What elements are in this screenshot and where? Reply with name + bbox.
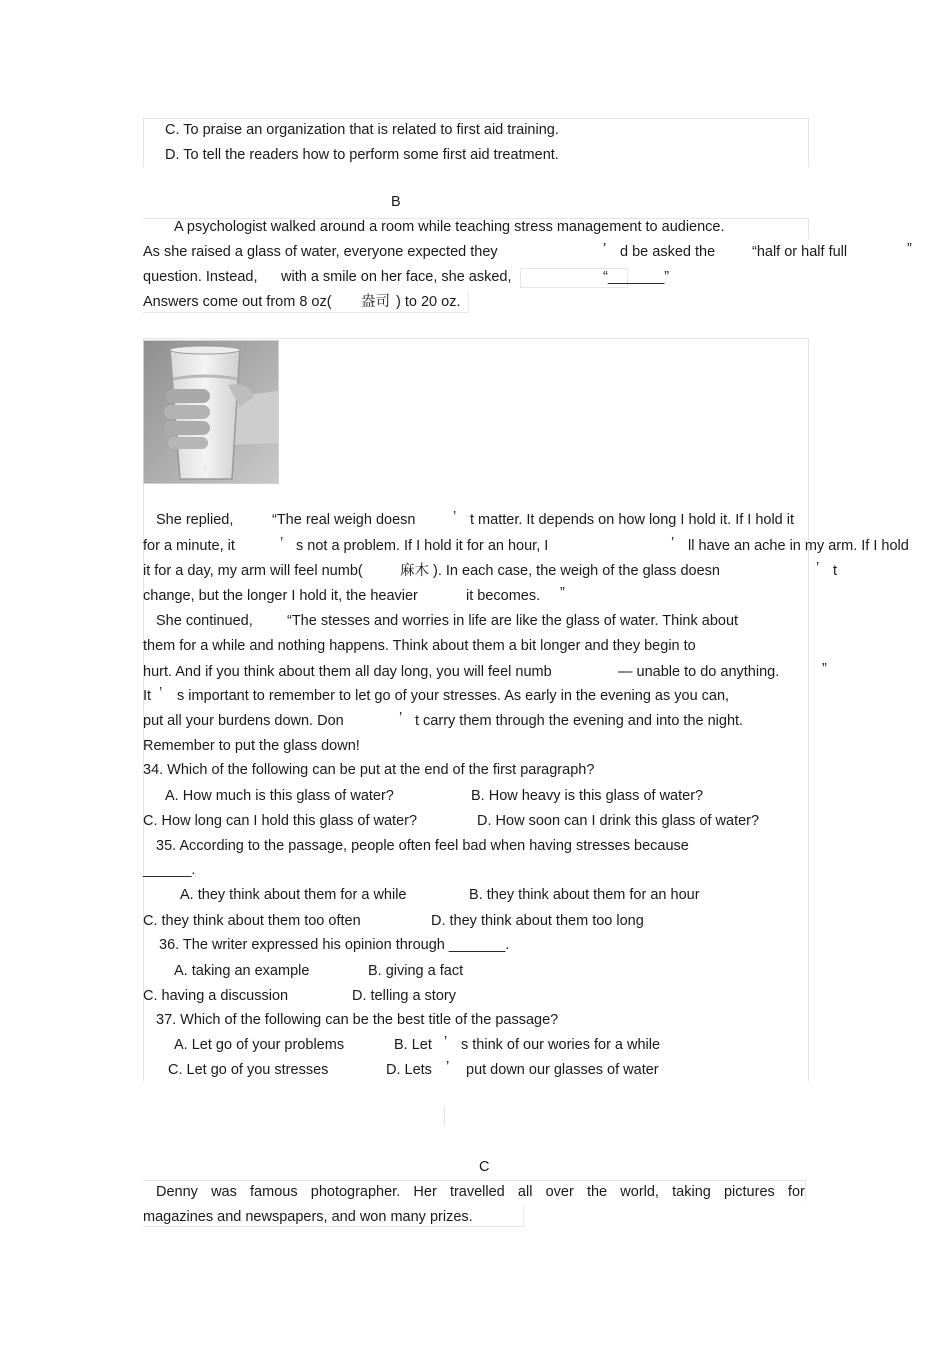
b-p1-line4b: 盎司 — [361, 294, 390, 310]
q36-option-a: A. taking an example — [174, 963, 310, 979]
c-word: for — [787, 1184, 805, 1200]
q37-option-b3: s think of our wories for a while — [461, 1037, 661, 1053]
b-p1-line4c: ) to 20 oz. — [396, 294, 461, 310]
q34-option-c: C. How long can I hold this glass of water? — [143, 813, 418, 829]
q37-option-d1: D. Lets — [386, 1062, 432, 1078]
q35-blank: ______. — [143, 862, 196, 878]
b-p3-line3c: ” — [822, 661, 827, 677]
c-word: famous — [250, 1184, 298, 1200]
q34-option-b: B. How heavy is this glass of water? — [471, 788, 704, 804]
b-p2-line4a: change, but the longer I hold it, the heavier — [143, 588, 418, 604]
c-word: was — [211, 1184, 237, 1200]
q36-stem: 36. The writer expressed his opinion through _______. — [159, 937, 510, 953]
b-p1-line2a: As she raised a glass of water, everyone expected they — [143, 244, 498, 260]
q34-stem: 34. Which of the following can be put at the end of the first paragraph? — [143, 762, 595, 778]
glass-of-water-photo — [143, 340, 279, 484]
b-p1-line4a: Answers come out from 8 oz( — [143, 294, 332, 310]
b-p3-line1b: “The stesses and worries in life are like the glass of water. Think about — [287, 613, 739, 629]
b-p3-line3b: — unable to do anything. — [618, 664, 780, 680]
b-p2-line2d: ’ — [671, 535, 675, 551]
b-p3-line5b: ’ — [399, 710, 403, 726]
b-p2-line3c: ). In each case, the weigh of the glass doesn — [433, 563, 720, 579]
section-c-heading: C — [479, 1159, 490, 1175]
b-p2-line2c: s not a problem. If I hold it for an hour, I — [296, 538, 549, 554]
b-p2-line2b: ’ — [280, 535, 284, 551]
c-line1 — [156, 1183, 805, 1201]
q37-option-b2: ’ — [444, 1034, 448, 1050]
b-p1-line2e: ” — [907, 241, 912, 257]
q36-option-c: C. having a discussion — [143, 988, 289, 1004]
b-p3-line1a: She continued, — [156, 613, 253, 629]
b-p3-line5c: t carry them through the evening and into the night. — [415, 713, 744, 729]
q37-option-d3: put down our glasses of water — [466, 1062, 659, 1078]
c-word: world, — [620, 1184, 659, 1200]
b-p1-line2c: d be asked the — [620, 244, 716, 260]
q34-option-a: A. How much is this glass of water? — [165, 788, 394, 804]
b-p1-line3a: question. Instead, — [143, 269, 258, 285]
b-p3-line3a: hurt. And if you think about them all day long, you will feel numb — [143, 664, 552, 680]
q35-option-a: A. they think about them for a while — [180, 887, 407, 903]
q37-option-a: A. Let go of your problems — [174, 1037, 345, 1053]
section-b-heading: B — [391, 194, 401, 210]
b-p2-line2a: for a minute, it — [143, 538, 235, 554]
q37-option-b1: B. Let — [394, 1037, 432, 1053]
q37-option-d2: ’ — [446, 1059, 450, 1075]
scan-rule — [444, 1106, 445, 1126]
c-word: the — [586, 1184, 608, 1200]
c-word: Denny — [156, 1184, 198, 1200]
c-word: Her — [413, 1184, 437, 1200]
b-p1-line1: A psychologist walked around a room while teaching stress management to audience. — [174, 219, 725, 235]
c-word: travelled — [449, 1184, 505, 1200]
option-d-prev: D. To tell the readers how to perform some first aid treatment. — [165, 147, 559, 163]
c-word: over — [545, 1184, 574, 1200]
c-line2: magazines and newspapers, and won many prizes. — [143, 1209, 473, 1225]
c-word: photographer. — [310, 1184, 401, 1200]
q34-option-d: D. How soon can I drink this glass of water? — [477, 813, 760, 829]
b-p1-question-blank: “_______” — [603, 269, 670, 285]
b-p2-line3a: it for a day, my arm will feel numb( — [143, 563, 363, 579]
q37-stem: 37. Which of the following can be the best title of the passage? — [156, 1012, 559, 1028]
b-p3-line6: Remember to put the glass down! — [143, 738, 360, 754]
b-p2-line4c: ” — [560, 585, 565, 601]
b-p3-line4c: s important to remember to let go of your stresses. As early in the evening as you can, — [177, 688, 730, 704]
q35-option-d: D. they think about them too long — [431, 913, 644, 929]
q35-option-b: B. they think about them for an hour — [469, 887, 700, 903]
q37-option-c: C. Let go of you stresses — [168, 1062, 329, 1078]
b-p2-line1c: ’ — [453, 509, 457, 525]
b-p2-line1b: “The real weigh doesn — [272, 512, 416, 528]
b-p2-line3b: 麻木 — [400, 563, 429, 579]
c-word: pictures — [723, 1184, 775, 1200]
b-p3-line4a: It — [143, 688, 152, 704]
b-p1-line2b: ’ — [603, 241, 607, 257]
c-word: taking — [672, 1184, 711, 1200]
b-p2-line1a: She replied, — [156, 512, 234, 528]
q35-option-c: C. they think about them too often — [143, 913, 361, 929]
b-p2-line4b: it becomes. — [466, 588, 541, 604]
b-p2-line2e: ll have an ache in my arm. If I hold — [688, 538, 909, 554]
q36-option-b: B. giving a fact — [368, 963, 464, 979]
b-p1-line2d: “half or half full — [752, 244, 848, 260]
option-c-prev: C. To praise an organization that is related to first aid training. — [165, 122, 559, 138]
b-p2-line3d: ’ — [816, 560, 820, 576]
b-p3-line4b: ’ — [159, 685, 163, 701]
b-p2-line1d: t matter. It depends on how long I hold it. If I hold it — [470, 512, 795, 528]
b-p3-line5a: put all your burdens down. Don — [143, 713, 344, 729]
q36-option-d: D. telling a story — [352, 988, 456, 1004]
b-p3-line2: them for a while and nothing happens. Think about them a bit longer and they begin to — [143, 638, 696, 654]
b-p1-line3b: with a smile on her face, she asked, — [281, 269, 512, 285]
q35-stem: 35. According to the passage, people often feel bad when having stresses because — [156, 838, 689, 854]
c-word: all — [517, 1184, 533, 1200]
b-p2-line3e: t — [833, 563, 838, 579]
